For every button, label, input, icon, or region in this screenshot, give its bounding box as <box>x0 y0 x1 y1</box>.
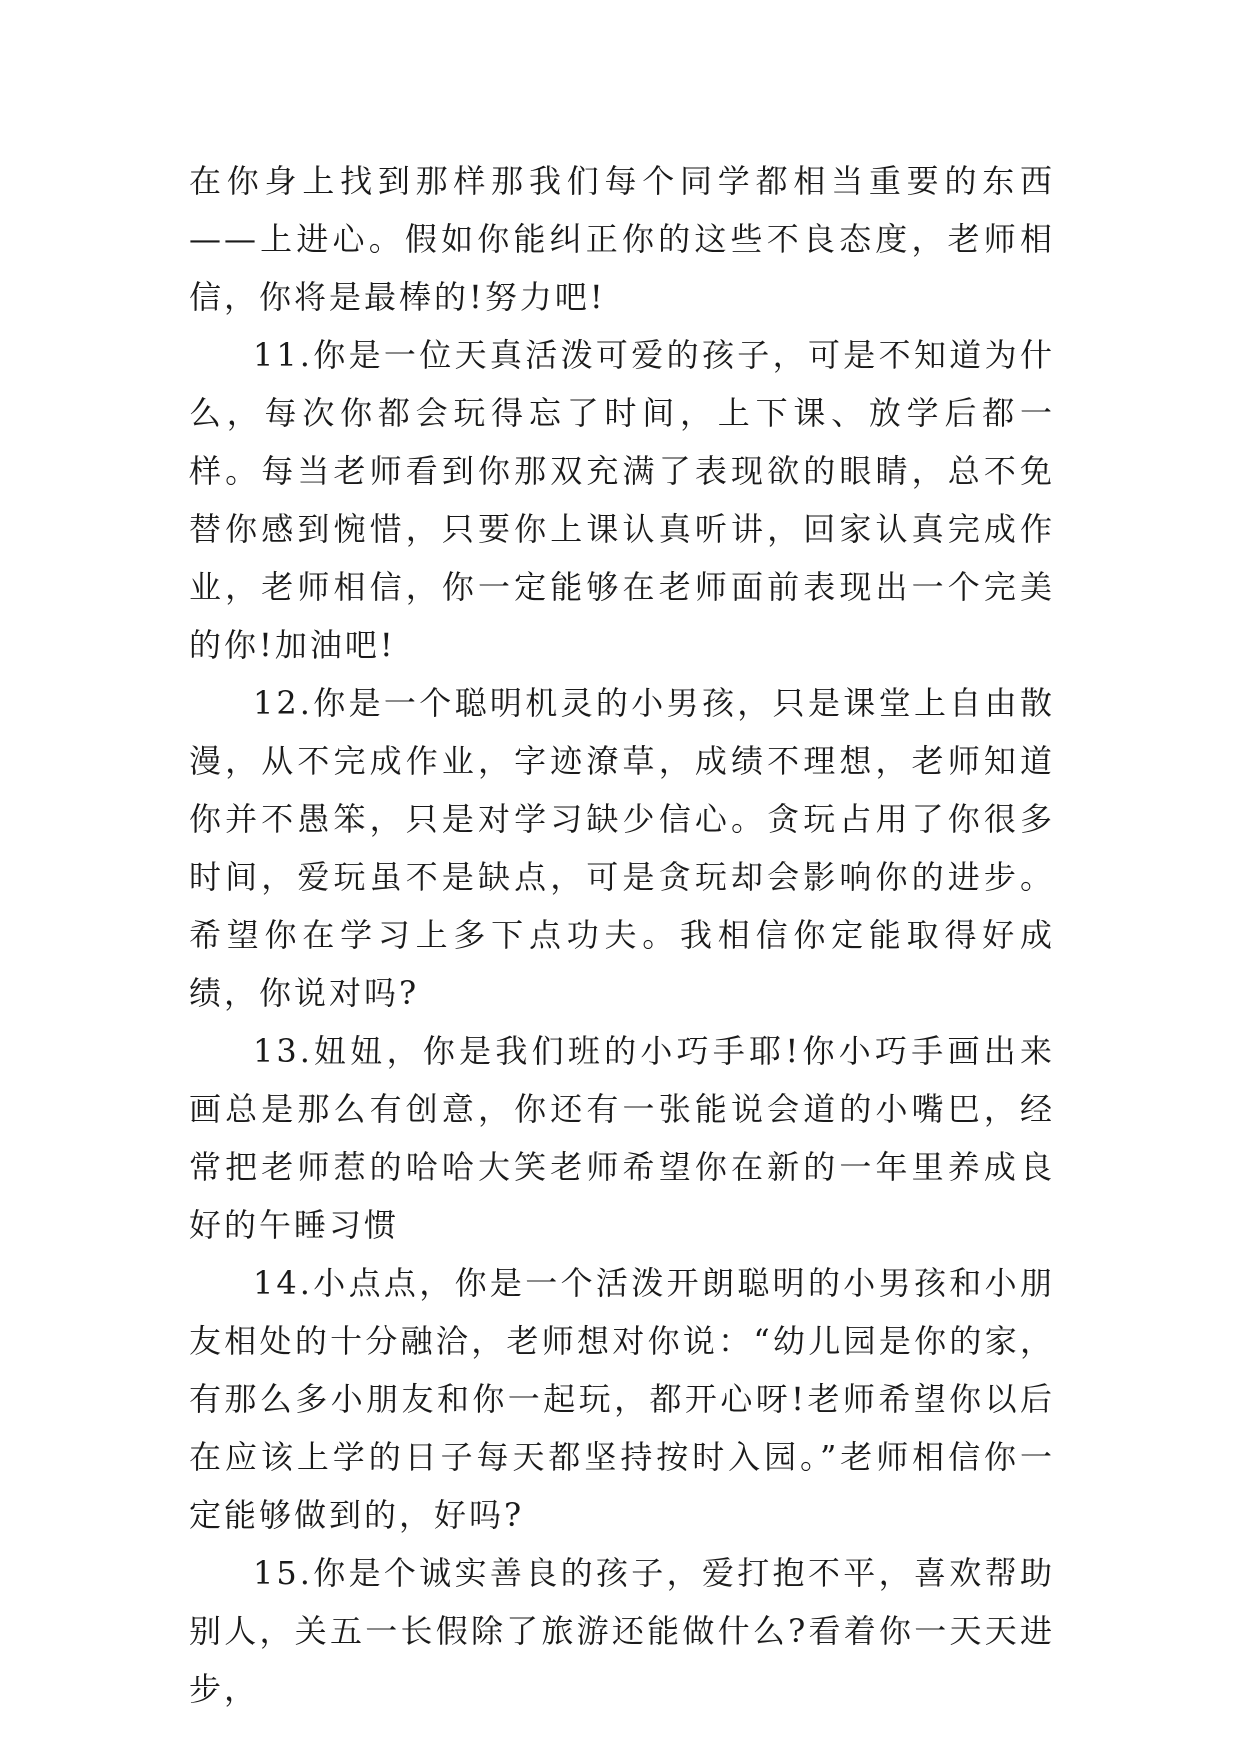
document-body <box>189 152 1055 1718</box>
paragraph-11: 11.你是一位天真活泼可爱的孩子，可是不知道为什么，每次你都会玩得忘了时间，上下课、放学后都一样。每当老师看到你那双充满了表现欲的眼睛，总不免替你感到惋惜，只要你上课认真听讲，回家认真完成作业，老师相信，你一定能够在老师面前表现出一个完美的你!加油吧! <box>189 336 1055 664</box>
paragraph-continued: 在你身上找到那样那我们每个同学都相当重要的东西——上进心。假如你能纠正你的这些不良态度，老师相信，你将是最棒的!努力吧! <box>189 162 1055 316</box>
paragraph-12: 12.你是一个聪明机灵的小男孩，只是课堂上自由散漫，从不完成作业，字迹潦草，成绩不理想，老师知道你并不愚笨，只是对学习缺少信心。贪玩占用了你很多时间，爱玩虽不是缺点，可是贪玩却会影响你的进步。希望你在学习上多下点功夫。我相信你定能取得好成绩，你说对吗? <box>189 684 1055 1012</box>
paragraph-15: 15.你是个诚实善良的孩子，爱打抱不平，喜欢帮助别人，关五一长假除了旅游还能做什么?看着你一天天进步， <box>189 1554 1055 1708</box>
paragraph-14: 14.小点点，你是一个活泼开朗聪明的小男孩和小朋友相处的十分融洽，老师想对你说：“幼儿园是你的家，有那么多小朋友和你一起玩，都开心呀!老师希望你以后在应该上学的日子每天都坚持按时入园。”老师相信你一定能够做到的，好吗? <box>189 1264 1055 1534</box>
paragraph-13: 13.妞妞，你是我们班的小巧手耶!你小巧手画出来画总是那么有创意，你还有一张能说会道的小嘴巴，经常把老师惹的哈哈大笑老师希望你在新的一年里养成良好的午睡习惯 <box>189 1032 1055 1244</box>
